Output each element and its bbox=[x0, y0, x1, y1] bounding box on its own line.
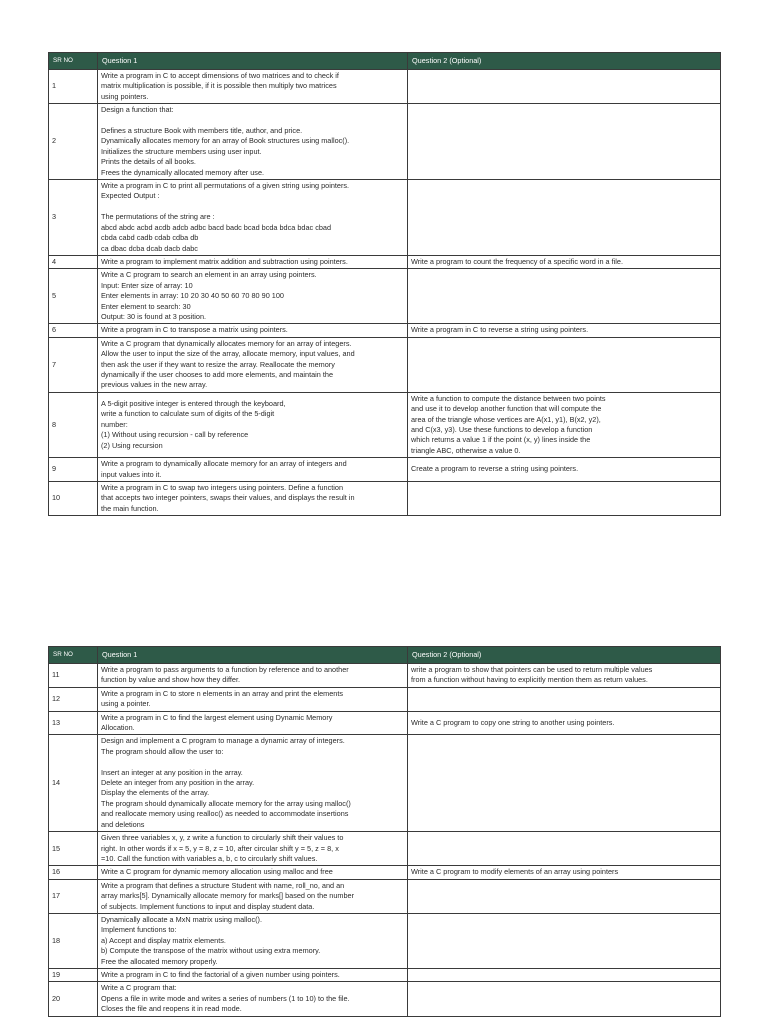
sr-no-cell: 18 bbox=[49, 913, 98, 968]
question-1-cell: Write a program in C to transpose a matrix using pointers. bbox=[98, 324, 408, 337]
question-2-cell bbox=[408, 687, 721, 711]
question-2-cell bbox=[408, 968, 721, 981]
table-row bbox=[49, 337, 721, 392]
question-1-header: Question 1 bbox=[98, 647, 408, 664]
question-1-cell: Write a program in C to store n elements in an array and print the elements using a pointer. bbox=[98, 687, 408, 711]
question-1-cell: Write a C program to search an element in an array using pointers. Input: Enter size of array: 10 Enter elements in array: 10 20 30 40 50 60 70 80 90 100 Enter element to search: 30 Output: 30 is found at 3 position. bbox=[98, 269, 408, 324]
table-row bbox=[49, 832, 721, 866]
table-row bbox=[49, 664, 721, 688]
sr-no-cell: 6 bbox=[49, 324, 98, 337]
question-2-cell bbox=[408, 104, 721, 180]
question-1-cell: Design a function that: Defines a structure Book with members title, author, and price. Dynamically allocates memory for an array of Book structures using malloc(). Initializes the structure members using user input. Prints the details of all books. Frees the dynamically allocated memory after use. bbox=[98, 104, 408, 180]
question-1-cell: Design and implement a C program to manage a dynamic array of integers. The program should allow the user to: Insert an integer at any position in the array. Delete an integer from any position in the array. Display the elements of the array. The program should dynamically allocate memory for the array using malloc() and reallocate memory using realloc() as needed to accommodate insertions and deletions bbox=[98, 735, 408, 832]
sr-no-cell: 17 bbox=[49, 879, 98, 913]
question-2-cell: write a program to show that pointers can be used to return multiple values from a function without having to explicitly mention them as return values. bbox=[408, 664, 721, 688]
table-row bbox=[49, 879, 721, 913]
question-1-cell: Write a program that defines a structure Student with name, roll_no, and an array marks[5]. Dynamically allocate memory for marks[] based on the number of subjects. Implement functions to input and display student data. bbox=[98, 879, 408, 913]
question-2-cell: Create a program to reverse a string using pointers. bbox=[408, 458, 721, 482]
question-2-cell: Write a function to compute the distance between two points and use it to develop another function that will compute the area of the triangle whose vertices are A(x1, y1), B(x2, y2), and C(x3, y3). Use these functions to develop a function which returns a value 1 if the point (x, y) lines inside the triangle ABC, otherwise a value 0. bbox=[408, 392, 721, 457]
question-2-cell bbox=[408, 832, 721, 866]
question-2-cell bbox=[408, 913, 721, 968]
question-1-cell: A 5-digit positive integer is entered through the keyboard, write a function to calculate sum of digits of the 5-digit number: (1) Without using recursion - call by reference (2) Using recursion bbox=[98, 392, 408, 457]
table-header-row bbox=[49, 53, 721, 70]
table-row bbox=[49, 687, 721, 711]
questions-table-1 bbox=[48, 52, 721, 516]
question-2-cell bbox=[408, 735, 721, 832]
sr-no-cell: 16 bbox=[49, 866, 98, 879]
sr-no-cell: 10 bbox=[49, 482, 98, 516]
question-2-cell bbox=[408, 482, 721, 516]
sr-no-cell: 7 bbox=[49, 337, 98, 392]
sr-no-cell: 2 bbox=[49, 104, 98, 180]
question-2-cell bbox=[408, 269, 721, 324]
table-header-row bbox=[49, 647, 721, 664]
sr-no-header: SR NO bbox=[49, 647, 98, 664]
question-2-cell bbox=[408, 337, 721, 392]
sr-no-cell: 13 bbox=[49, 711, 98, 735]
table-row bbox=[49, 104, 721, 180]
question-2-header: Question 2 (Optional) bbox=[408, 53, 721, 70]
sr-no-cell: 11 bbox=[49, 664, 98, 688]
question-1-cell: Write a program to pass arguments to a function by reference and to another function by value and show how they differ. bbox=[98, 664, 408, 688]
question-2-cell: Write a program in C to reverse a string using pointers. bbox=[408, 324, 721, 337]
question-1-cell: Write a program in C to swap two integers using pointers. Define a function that accepts two integer pointers, swaps their values, and displays the result in the main function. bbox=[98, 482, 408, 516]
sr-no-cell: 12 bbox=[49, 687, 98, 711]
table-row bbox=[49, 482, 721, 516]
sr-no-cell: 9 bbox=[49, 458, 98, 482]
question-2-cell bbox=[408, 879, 721, 913]
question-1-cell: Dynamically allocate a MxN matrix using malloc(). Implement functions to: a) Accept and display matrix elements. b) Compute the transpose of the matrix without using extra memory. Free the allocated memory properly. bbox=[98, 913, 408, 968]
table-row bbox=[49, 968, 721, 981]
table-row bbox=[49, 392, 721, 457]
question-2-header: Question 2 (Optional) bbox=[408, 647, 721, 664]
sr-no-cell: 20 bbox=[49, 982, 98, 1016]
sr-no-cell: 4 bbox=[49, 255, 98, 268]
question-1-cell: Write a C program for dynamic memory allocation using malloc and free bbox=[98, 866, 408, 879]
question-1-cell: Write a program to implement matrix addition and subtraction using pointers. bbox=[98, 255, 408, 268]
sr-no-cell: 5 bbox=[49, 269, 98, 324]
question-1-cell: Write a C program that dynamically allocates memory for an array of integers. Allow the user to input the size of the array, allocate memory, input values, and then ask the user if they want to resize the array. Reallocate the memory dynamically if the user chooses to add more elements, and maintain the previous values in the new array. bbox=[98, 337, 408, 392]
question-1-cell: Write a program in C to print all permutations of a given string using pointers. Expected Output : The permutations of the string are : abcd abdc acbd acdb adcb adbc bacd badc bcad bcda bdca bdac cbad cbda cabd cadb cdab cdba db ca dbac dcba dcab dacb dabc bbox=[98, 180, 408, 256]
table-row bbox=[49, 735, 721, 832]
table-row bbox=[49, 458, 721, 482]
question-2-cell bbox=[408, 982, 721, 1016]
question-2-cell bbox=[408, 180, 721, 256]
sr-no-cell: 19 bbox=[49, 968, 98, 981]
question-2-cell: Write a program to count the frequency of a specific word in a file. bbox=[408, 255, 721, 268]
table-row bbox=[49, 269, 721, 324]
table-row bbox=[49, 180, 721, 256]
table-row bbox=[49, 255, 721, 268]
question-1-cell: Write a program in C to accept dimensions of two matrices and to check if matrix multiplication is possible, if it is possible then multiply two matrices using pointers. bbox=[98, 70, 408, 104]
sr-no-cell: 15 bbox=[49, 832, 98, 866]
table-row bbox=[49, 70, 721, 104]
table-row bbox=[49, 913, 721, 968]
questions-table-2 bbox=[48, 646, 721, 1017]
question-1-header: Question 1 bbox=[98, 53, 408, 70]
question-1-cell: Write a program in C to find the factorial of a given number using pointers. bbox=[98, 968, 408, 981]
sr-no-cell: 14 bbox=[49, 735, 98, 832]
table-row bbox=[49, 711, 721, 735]
question-2-cell bbox=[408, 70, 721, 104]
sr-no-cell: 1 bbox=[49, 70, 98, 104]
table-row bbox=[49, 866, 721, 879]
sr-no-header: SR NO bbox=[49, 53, 98, 70]
table-row bbox=[49, 324, 721, 337]
sr-no-cell: 3 bbox=[49, 180, 98, 256]
question-1-cell: Given three variables x, y, z write a function to circularly shift their values to right. In other words if x = 5, y = 8, z = 10, after circular shift y = 5, z = 8, x =10. Call the function with variables a, b, c to circularly shift values. bbox=[98, 832, 408, 866]
question-2-cell: Write a C program to modify elements of an array using pointers bbox=[408, 866, 721, 879]
table-row bbox=[49, 982, 721, 1016]
question-1-cell: Write a program to dynamically allocate memory for an array of integers and input values into it. bbox=[98, 458, 408, 482]
sr-no-cell: 8 bbox=[49, 392, 98, 457]
question-1-cell: Write a program in C to find the largest element using Dynamic Memory Allocation. bbox=[98, 711, 408, 735]
question-2-cell: Write a C program to copy one string to another using pointers. bbox=[408, 711, 721, 735]
question-1-cell: Write a C program that: Opens a file in write mode and writes a series of numbers (1 to 10) to the file. Closes the file and reopens it in read mode. bbox=[98, 982, 408, 1016]
